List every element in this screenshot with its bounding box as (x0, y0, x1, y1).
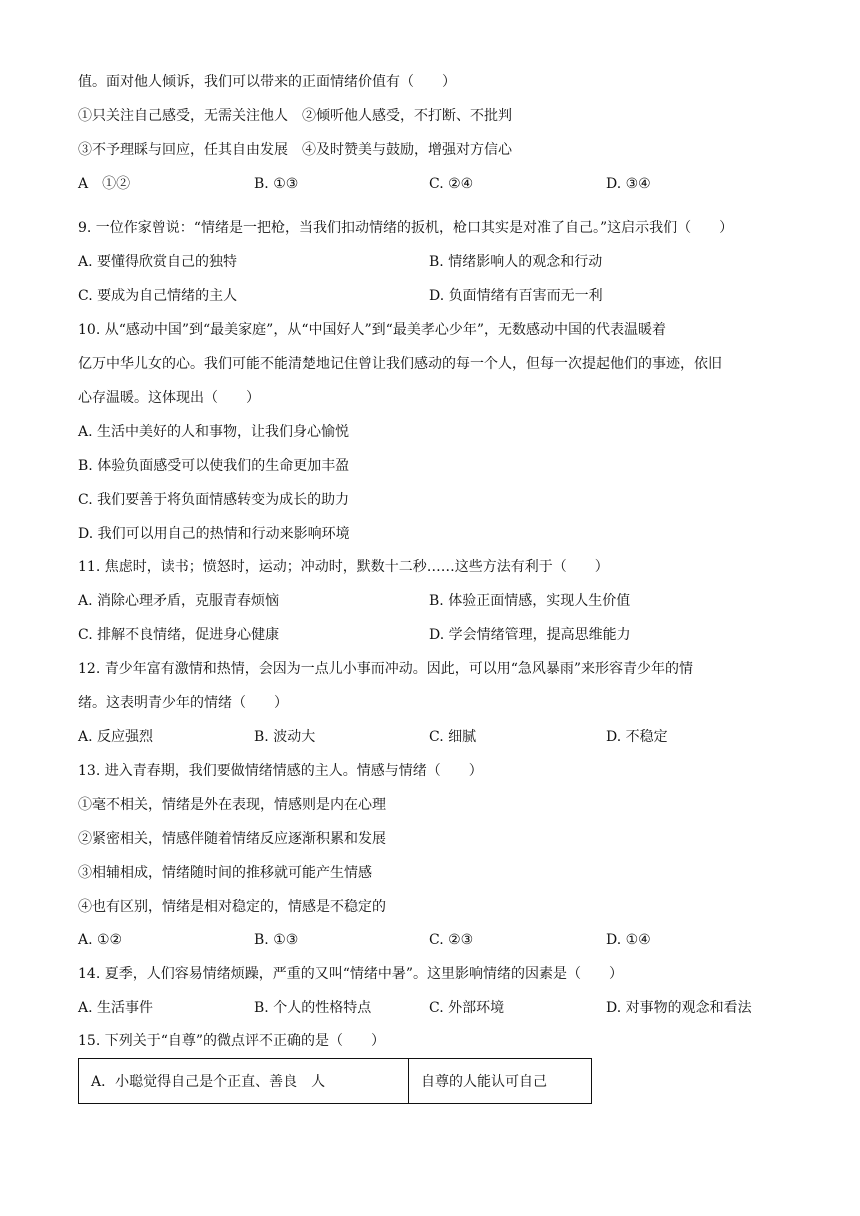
q8-option-a[interactable]: A ①② (78, 176, 131, 192)
q10-stem-line-3: 心存温暖。这体现出（ ） (78, 390, 260, 406)
q8-statement-1-2: ①只关注自己感受，无需关注他人 ②倾听他人感受，不打断、不批判 (78, 108, 512, 124)
table-cell-statement: A．小聪觉得自己是个正直、善良 人 (79, 1059, 409, 1104)
q10-stem-line-1: 10. 从“感动中国”到“最美家庭”，从“中国好人”到“最美孝心少年”，无数感动中国的代表温暖着 (78, 322, 666, 338)
q13-stem: 13. 进入青春期，我们要做情绪情感的主人。情感与情绪（ ） (78, 763, 483, 779)
table-cell-comment: 自尊的人能认可自己 (409, 1059, 592, 1104)
q14-option-c[interactable]: C. 外部环境 (429, 1000, 505, 1016)
q15-comment-table (78, 1058, 592, 1104)
q11-option-c[interactable]: C. 排解不良情绪，促进身心健康 (78, 627, 280, 643)
q13-statement-4: ④也有区别，情绪是相对稳定的，情感是不稳定的 (78, 899, 386, 915)
q11-option-a[interactable]: A. 消除心理矛盾，克服青春烦恼 (78, 593, 280, 609)
q11-option-b[interactable]: B. 体验正面情感，实现人生价值 (429, 593, 631, 609)
q11-stem: 11. 焦虑时，读书；愤怒时，运动；冲动时，默数十二秒……这些方法有利于（ ） (78, 559, 609, 575)
q14-option-b[interactable]: B. 个人的性格特点 (254, 1000, 372, 1016)
q9-stem: 9. 一位作家曾说：“情绪是一把枪，当我们扣动情绪的扳机，枪口其实是对准了自己。”这启示我们（ ） (78, 220, 734, 236)
q12-option-c[interactable]: C. 细腻 (429, 729, 477, 745)
q13-option-a[interactable]: A. ①② (78, 932, 123, 948)
q9-option-b[interactable]: B. 情绪影响人的观念和行动 (429, 254, 603, 270)
q10-stem-line-2: 亿万中华儿女的心。我们可能不能清楚地记住曾让我们感动的每一个人，但每一次提起他们的事迹，依旧 (78, 356, 722, 372)
q14-option-a[interactable]: A. 生活事件 (78, 1000, 154, 1016)
q10-option-d[interactable]: D. 我们可以用自己的热情和行动来影响环境 (78, 526, 350, 542)
q12-option-a[interactable]: A. 反应强烈 (78, 729, 154, 745)
q10-option-b[interactable]: B. 体验负面感受可以使我们的生命更加丰盈 (78, 458, 350, 474)
q13-option-c[interactable]: C. ②③ (429, 932, 474, 948)
q15-stem: 15. 下列关于“自尊”的微点评不正确的是（ ） (78, 1033, 386, 1049)
q8-option-c[interactable]: C. ②④ (429, 176, 474, 192)
q8-stem-continuation: 值。面对他人倾诉，我们可以带来的正面情绪价值有（ ） (78, 74, 456, 90)
q8-option-d[interactable]: D. ③④ (606, 176, 651, 192)
q12-option-d[interactable]: D. 不稳定 (606, 729, 668, 745)
q10-option-a[interactable]: A. 生活中美好的人和事物，让我们身心愉悦 (78, 424, 350, 440)
q9-option-d[interactable]: D. 负面情绪有百害而无一利 (429, 288, 603, 304)
q13-statement-1: ①毫不相关，情绪是外在表现，情感则是内在心理 (78, 797, 386, 813)
q14-option-d[interactable]: D. 对事物的观念和看法 (606, 1000, 752, 1016)
q12-option-b[interactable]: B. 波动大 (254, 729, 316, 745)
q12-stem-line-1: 12. 青少年富有激情和热情，会因为一点儿小事而冲动。因此，可以用“急风暴雨”来形容青少年的情 (78, 661, 694, 677)
q13-option-d[interactable]: D. ①④ (606, 932, 651, 948)
q13-statement-2: ②紧密相关，情感伴随着情绪反应逐渐积累和发展 (78, 831, 386, 847)
q13-option-b[interactable]: B. ①③ (254, 932, 299, 948)
q12-stem-line-2: 绪。这表明青少年的情绪（ ） (78, 695, 288, 711)
q14-stem: 14. 夏季，人们容易情绪烦躁，严重的又叫“情绪中暑”。这里影响情绪的因素是（ ） (78, 966, 624, 982)
table-row (79, 1059, 592, 1104)
q8-option-b[interactable]: B. ①③ (254, 176, 299, 192)
q8-statement-3-4: ③不予理睬与回应，任其自由发展 ④及时赞美与鼓励，增强对方信心 (78, 142, 512, 158)
q9-option-a[interactable]: A. 要懂得欣赏自己的独特 (78, 254, 238, 270)
q13-statement-3: ③相辅相成，情绪随时间的推移就可能产生情感 (78, 865, 372, 881)
q11-option-d[interactable]: D. 学会情绪管理，提高思维能力 (429, 627, 631, 643)
q9-option-c[interactable]: C. 要成为自己情绪的主人 (78, 288, 238, 304)
q10-option-c[interactable]: C. 我们要善于将负面情感转变为成长的助力 (78, 492, 350, 508)
